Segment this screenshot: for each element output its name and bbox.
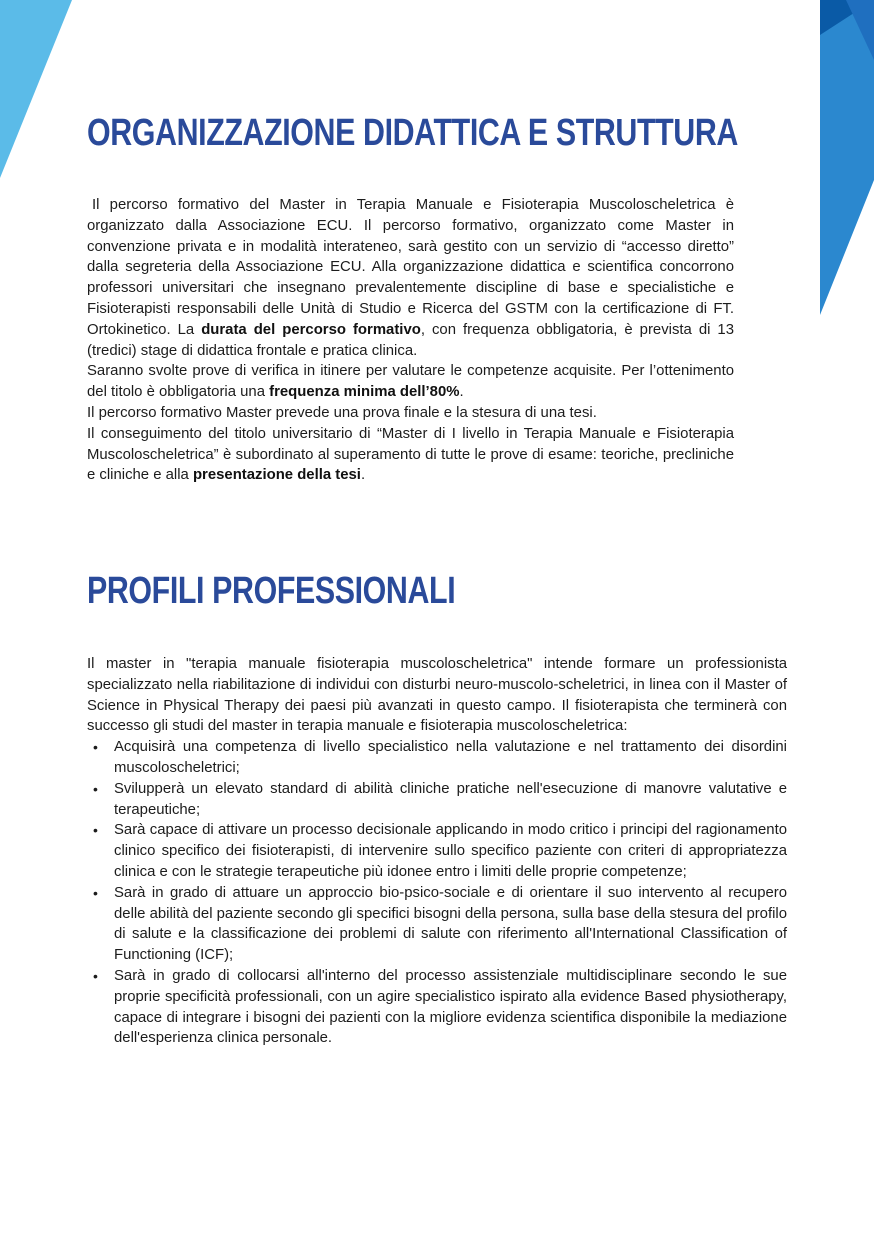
list-item [87,966,787,1049]
paragraph-percorso [87,195,734,361]
text-run: . [459,384,464,401]
list-item-text: Sarà capace di attivare un processo decisionale applicando in modo critico i principi del ragionamento clinico specifico dei fisioterapisti, di intervenire sullo specifico paziente con criteri di appropriatezza clinica e con le strategie terapeutiche più idonee entro i limiti delle proprie competenze; [114,822,787,880]
right-band-light [846,0,874,60]
right-band-mid [820,0,874,315]
section-title-organizzazione: ORGANIZZAZIONE DIDATTICA E STRUTTURA [87,112,738,154]
text-run: Il conseguimento del titolo universitario di “Master di I livello in Terapia Manuale e Fisioterapia Muscoloscheletrica” è subordinato al superamento di tutte le prove di esame: teoriche, precliniche e cliniche e alla [87,425,734,484]
list-item [87,883,787,966]
text-run: , con frequenza obbligatoria, è prevista di 13 (tredici) stage di didattica frontale e pratica clinica. [87,321,734,359]
bullet-list [87,737,787,1049]
list-item [87,737,787,779]
top-left-triangle [0,0,72,178]
bullet-icon: • [93,780,98,797]
paragraph-verifica [87,361,734,403]
list-item-text: Acquisirà una competenza di livello specialistico nella valutazione e nel trattamento dei disordini muscoloscheletrici; [114,739,787,776]
text-run: Saranno svolte prove di verifica in itinere per valutare le competenze acquisite. Per l’ottenimento del titolo è obbligatoria una [87,363,734,401]
list-item-text: Sarà in grado di collocarsi all'interno del processo assistenziale multidisciplinare secondo le sue proprie specificità professionali, con un agire specialistico ispirato alla evidence Based physiotherapy, capace di integrare i bisogni dei pazienti con la migliore evidenza scientifica disponibile la mediazione dell'esperienza clinica personale. [114,967,787,1047]
bold-frequenza: frequenza minima dell’80% [269,384,460,401]
paragraph-intro: Il master in "terapia manuale fisioterapia muscoloscheletrica" intende formare un professionista specializzato nella riabilitazione di individui con disturbi neuro-muscolo-scheletrici, in linea con il Master of Science in Physical Therapy dei paesi più avanzati in questo campo. Il fisioterapista che terminerà con successo gli studi del master in terapia manuale e fisioterapia muscoloscheletrica: [87,656,787,735]
bullet-icon: • [93,884,98,901]
bullet-icon: • [93,739,98,756]
list-item-text: Sarà in grado di attuare un approccio bio-psico-sociale e di orientare il suo intervento al recupero delle abilità del paziente secondo gli specifici bisogni della persona, sulla base della stesura del profilo di salute e la classificazione dei problemi di salute con riferimento all'International Classification of Functioning (ICF); [114,884,787,964]
list-item [87,820,787,882]
right-band-dark [820,0,874,40]
section-profili-body [87,654,787,1049]
text-run: . [360,467,366,484]
bullet-icon: • [93,822,98,839]
list-item [87,779,787,821]
bullet-icon: • [93,967,98,984]
paragraph-prova-finale: Il percorso formativo Master prevede una prova finale e la stesura di una tesi. [87,404,597,421]
text-run: Il percorso formativo del Master in Terapia Manuale e Fisioterapia Muscoloscheletrica è organizzato dalla Associazione ECU. Il percorso formativo, organizzato come Master in convenzione privata e in modalità interateneo, sarà gestito con un servizio di “accesso diretto” dalla segreteria della Associazione ECU. Alla organizzazione didattica e scientifica concorrono professori universitari che insegnano prevalentemente discipline di base e specialistiche e Fisioterapisti responsabili delle Unità di Studio e Ricerca del GSTM con la certificazione di FT. Ortokinetico. La [87,197,734,338]
section-organizzazione-body [87,195,734,486]
bold-tesi: presentazione della tesi [192,467,361,484]
list-item-text: Svilupperà un elevato standard di abilità cliniche pratiche nell'esecuzione di manovre valutative e terapeutiche; [114,780,787,818]
paragraph-conseguimento [87,424,734,486]
bold-durata: durata del percorso formativo [201,321,421,338]
section-title-profili: PROFILI PROFESSIONALI [87,570,456,612]
